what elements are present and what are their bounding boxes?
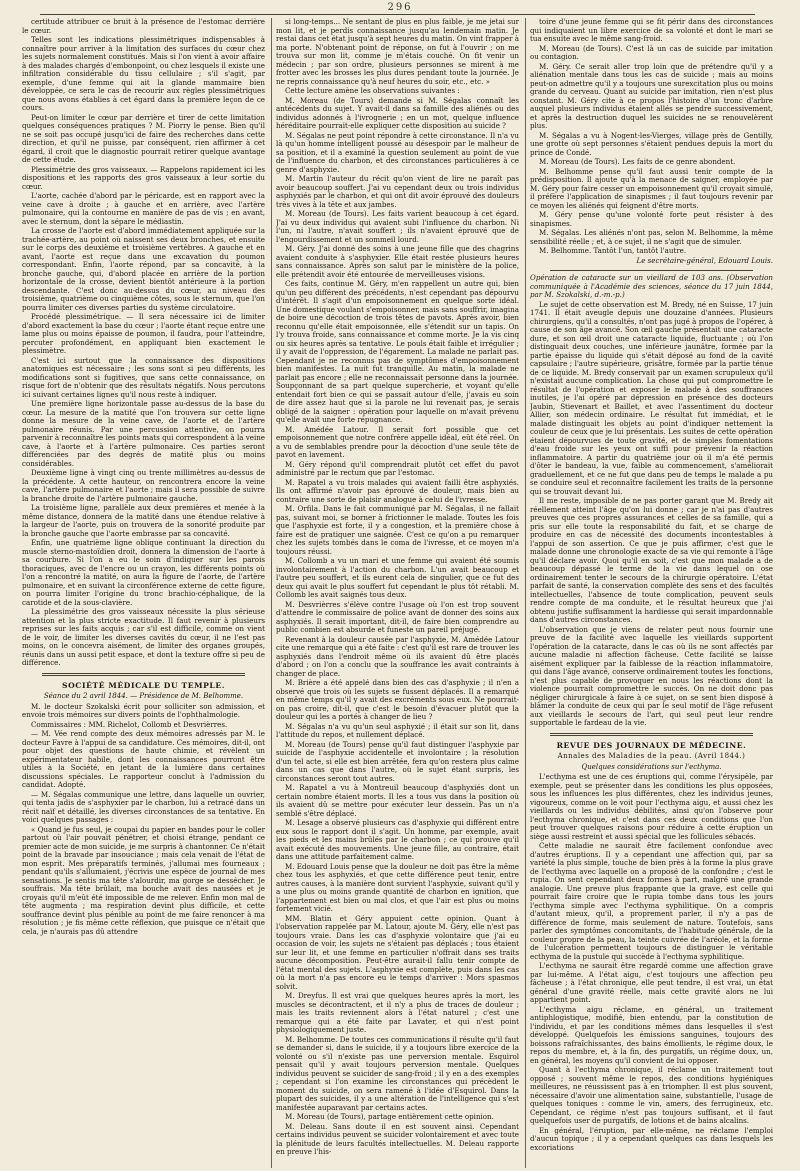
paragraph: Le sujet de cette observation est M. Bredy, né en Suisse, 17 juin 1741. Il était aveugle depuis une douzaine d'années. Plusieurs chirurgiens, qu'il a consultés, n'ont pas jugé à propos de l'opérer, à cause de son âge avancé. Son œil gauche présentait une cataracte dure, et son œil droit une cataracte liquide, fluctuante ; où l'on distinguait deux couches, une inférieure jaunâtre, formée par la partie épaisse du liquide qui s'était déposé au fond de la cavité capsulaire ; l'autre supérieure, grisâtre, formée par la partie ténue de ce liquide. M. Bredy conservait par un examen scrupuleux qu'il n'existait aucune complication. La chose qui put compromettre le résultat de l'opération et exposer le malade à des souffrances inutiles, je l'ai opéré par dépression en présence des docteurs Jaubin, Stievenart et Baillet, et avec l'assentiment du docteur Allier, son médecin ordinaire. Le résultat fut immédiat, et le malade distinguait les objets au point d'indiquer nettement la couleur de ceux que je lui présentais. Les suites de cette opération étaient dépourvues de toute gravité, et de simples fomentations d'eau froide sur les yeux ont suffi pour prévenir la réaction inflammatoire. A partir du quatrième jour où il m'a été permis d'ôter le bandeau, la vue, faible au commencement, s'améliorait graduellement, et ce ne fut que dans peu de temps le malade a pu se conduire seul et reconnaître facilement les traits de la personne qui se trouvait devant lui. [530, 299, 773, 496]
paragraph: En général, l'éruption, par elle-même, ne réclame l'emploi d'aucun topique ; il y a cependant quelques cas dans lesquels les excoriations [530, 1125, 773, 1152]
paragraph: Deuxième ligne à vingt cinq ou trente millimètres au-dessus de la précédente. A cette hauteur, on rencontrera encore la veine cave, l'artère pulmonaire et l'aorte ; mais il sera possible de suivre la branche droite de l'artère pulmonaire gauche. [22, 468, 265, 503]
paragraph: MM. Blatin et Géry appuient cette opinion. Quant à l'observation rappelée par M. Latour, ajoute M. Géry, elle n'est pas toujours vraie. Dans les cas d'asphyxie volontaire que j'ai eu occasion de voir, les sujets ne s'étaient pas déplacés ; tous étaient sur leur lit, et une femme en particulier n'offrait dans ses traits aucune décomposition. Peut-être aurait-il fallu tenir compte de l'état mental des sujets. L'asphyxie est complète, puis dans les cas où la mort n'a pas encore eu le temps d'arriver : Mors spasmos solvit. [276, 913, 519, 991]
section-rule [42, 675, 245, 676]
paragraph: M. Géry. Ce serait aller trop loin que de prétendre qu'il y a aliénation mentale dans tous les cas de suicide ; mais au moins peut-on admettre qu'il y a toujours une surexcitation plus ou moins grande du cerveau. Quant au suicide par imitation, rien n'est plus constant. M. Géry cite à ce propos l'histoire d'un tronc d'arbre auquel plusieurs individus étaient allés se pendre successivement, et après la destruction duquel les suicides ne se renouvelèrent plus. [530, 61, 773, 130]
paragraph: M. Rapatel a vu trois malades qui avaient failli être asphyxiés. Ils ont affirmé n'avoir pas éprouvé de douleur, mais bien au contraire une sorte de plaisir analogue à celui de l'ivresse. [276, 477, 519, 504]
section-rule [550, 270, 753, 271]
paragraph: Il me reste, imposible de ne pas porter garant que M. Bredy ait réellement atteint l'âge qu'on lui donne ; car je n'ai pas d'autres preuves que ces propres assurances et celles de sa famille, qui a pris sur elle toute la responsabilité du fait, et se charge de produire en cas de nécessité des documents incontestables à l'appui de son assertion. Ce que je puis affirmer, c'est que le malade donne une chronologie exacte de sa vie qui remonte à l'âge qu'il déclare avoir. Quoi qu'il en soit, c'est que mon malade a de beaucoup dépassé le terme de la vie dans lequel on ose ordinairement tenter le secours de la chirurgie opératoire. L'état parfait de santé, la conservation complète des sens et des facultés intellectuelles, l'absence de toute complication, peuvent seuls rendre compte de ma conduite, et le résultat heureux que j'ai obtenu justifie suffisamment la hardiesse qui serait impardonnable dans d'autres circonstances. [530, 496, 773, 624]
paragraph: si long-temps... Ne sentant de plus en plus faible, je me jetai sur mon lit, et je perdis connaissance jusqu'au lendemain matin. Je restai dans cet état jusqu'à sept heures du matin. On vint frapper à ma porte. N'obtenant point de réponse, on fut à l'ouvrir ; on me trouva sur mon lit, comme je m'étais couché. On fit venir un médecin ; par son ordre, plusieurs personnes se mirent à me frotter avec les brosses les plus dures pendant toute la journée. Je ne repris connaissance qu'à neuf heures du soir, etc., etc. » [276, 18, 519, 86]
paragraph: Peut-on limiter le cœur par derrière et tirer de cette limitation quelques conséquences pratiques ? M. Piorry le pense. Bien qu'il ne se soit pas occupé jusqu'ici de faire des recherches dans cette direction, et qu'il ne puisse, par conséquent, rien affirmer à cet égard, il croit que le diagnostic pourrait retirer quelque avantage de cette étude. [22, 112, 265, 164]
paragraph: M. Ségalas n'a vu qu'un seul asphyxié ; il était sur son lit, dans l'attitude du repos, et nullement déplacé. [276, 721, 519, 739]
cataract-title: Opération de cataracte sur un vieillard de 103 ans. (Observation communiquée à l'Académie des sciences, séance du 17 juin 1844, par M. Szokalski, d.-m.-p.) [530, 273, 773, 299]
paragraph: M. Moreau (de Tours). C'est là un cas de suicide par imitation ou contagion. [530, 43, 773, 61]
paragraph: Enfin, une quatrième ligne oblique continuant la direction du muscle sterno-mastoïdien droit, donnera la dimension de l'aorte à sa courbure. Si l'on a eu le soin d'indiquer sur les parois thoraciques, avec de l'encre ou un crayon, les différents points où l'on a rencontré la matité, on aura la figure de l'aorte, de l'artère pulmonaire, et en suivant la circonférence externe de cette figure, on pourra limiter l'origine du tronc brachio-céphalique, de la carotide et de la sous-clavière. [22, 538, 265, 607]
paragraph: M. Moreau (de Tours) demande si M. Ségalas connaît les antécédents du sujet. Y avait-il dans sa famille des aliénés ou des individus adonnés à l'ivrognerie ; en un mot, quelque influence héréditaire pourrait-elle expliquer cette disposition au suicide ? [276, 95, 519, 130]
top-rule [40, 14, 755, 15]
paragraph: toire d'une jeune femme qui se fit périr dans des circonstances qui indiquaient un libre exercice de sa volonté et dont le mari se tua ensuite avec le même sang-froid. [530, 18, 773, 43]
column-1 [22, 18, 265, 1168]
paragraph: M. Moreau (de Tours), partage entièrement cette opinion. [285, 1112, 494, 1121]
paragraph: Plessimétrie des gros vaisseaux. — Rappelons rapidement ici les dispositions et les rapports des gros vaisseaux à leur sortie du cœur. [22, 164, 265, 191]
paragraph: Une première ligne horizontale passe au-dessus de la base du cœur. La mesure de la matité que l'on trouvera sur cette ligne donne la mesure de la veine cave, de l'aorte et de l'artère pulmonaire réunis. Par une percussion attentive, on pourra parvenir à reconnaître les points mats qui correspondent à la veine cave, à l'aorte et à l'artère pulmonaire. Ces parties seront différenciées par des degrés de matité plus ou moins considérables. [22, 399, 265, 468]
paragraph: M. Rapatel a vu à Montreuil beaucoup d'asphyxiés dont un certain nombre étaient morts. Il les a tous vus dans la position où ils avaient dû se mettre pour exécuter leur dessein. Pas un n'a semblé s'être déplacé. [276, 783, 519, 818]
paragraph: L'observation que je viens de relater peut nous fournir une preuve de la facilité avec laquelle les vieillards supportent l'opération de la cataracte, dans le cas où ils ne sont affectés par aucune maladie ni affection fâcheuse. Cette facilité se laisse aisément expliquer par la faiblesse de la réaction inflammatoire, qui dans l'âge avancé, conserve ordinairement toutes les fonctions, n'est plus capable de provoquer en nous les réactions dont la violence pourrait compromettre le succès. On ne doit donc pas négliger chirurgicale à faire à ce sujet, on se sent bien disposé à blâmer la conduite de ceux qui par le seul motif de l'âge refusent aux vieillards le secours de l'art, qui seul peut leur rendre supportable le fardeau de la vie. [530, 624, 773, 727]
paragraph: M. Ségalas ne peut point répondre à cette circonstance. Il n'a vu là qu'un homme intelligent poussé au désespoir par le malheur de sa position, et il a examiné la question seulement au point de vue de l'influence du charbon, et des circonstances particulières à ce genre d'asphyxie. [276, 130, 519, 174]
paragraph: Cette maladie ne saurait être facilement confondue avec d'autres éruptions. Il y a cependant une affection qui, par sa variété la plus simple, touche de bien près à la forme la plus grave de l'ecthyma avec laquelle on a proposé de la confondre ; c'est le rupia. On sent cependant deux formes à part, malgré une grande analogie. Une preuve plus frappante que la grave, est celle qui pourrait faire croire que le rupia tombe dans tous les jours l'ecthyma simple avec l'ecthyma syphilitique. On a compris d'autant mieux, qu'il, a proprement parler, il n'y a pas de différence de forme, mais seulement de nature. Toutefois, sans parler des symptômes concomitants, de l'habitude générale, de la couleur propre de la peau, la teinte cuivrée de l'aréole, et la forme de l'ulcération permettent toujours de distinguer le véritable ecthyma de la pustule qui succède à l'ecthyma syphilitique. [530, 841, 773, 961]
paragraph: M. Géry pense qu'une volonté forte peut résister à des sinapismes. [530, 210, 773, 228]
paragraph: M. Martin l'auteur du récit qu'on vient de lire ne paraît pas avoir beaucoup souffert. J'ai vu cependant deux ou trois individus asphyxiés par le charbon, et qui ont dit avoir éprouvé des douleurs très vives à la tête et aux jambes. [276, 174, 519, 209]
paragraph: — M. Ségalas communique une lettre, dans laquelle un ouvrier, qui tenta jadis de s'asphyxier par le charbon, lui a retracé dans un récit naïf et détaillé, les diverses circonstances de sa tentative. En voici quelques passages : [22, 789, 265, 824]
paragraph: Procédé plessimétrique. — Il sera nécessaire ici de limiter d'abord exactement la base du cœur ; l'aorte étant reçue entre une lame plus ou moins épaisse de poumon, il faudra, pour l'atteindre, percuter profondément, en appliquant bien exactement le plessimètre. [22, 312, 265, 355]
section-rule [550, 733, 753, 734]
review-topic: Quelques considérations sur l'ecthyma. [581, 762, 722, 771]
paragraph: Telles sont les indications plessimétriques indispensables à connaître pour arriver à la limitation des surfaces du cœur chez les sujets normalement constitués. Mais si l'on vient à avoir affaire à des malades chargés d'embonpoint, ou chez lesquels il existe une infiltration considérable du tissu cellulaire ; s'il s'agit, par exemple, d'une femme qui ait la glande mammaire bien développée, ce sera le cas de recourir aux règles plessimétriques que nous avons établies à cet égard dans la première leçon de ce cours. [22, 35, 265, 112]
column-3 [530, 18, 773, 1168]
paragraph: L'aorte, cachée d'abord par le péricarde, est en rapport avec la veine cave à droite ; à gauche et en arrière, avec l'artère pulmonaire, qui la contourne en manière de pas de vis ; en avant, avec le sternum, dont la sépare le médiastin. [22, 191, 265, 226]
paragraph: L'ecthyma aigu réclame, en général, un traitement antiphlogistique, modifié, bien entendu, par la constitution de l'individu, et par les conditions mêmes dans lesquelles il s'est développé. Quelquefois les émissions sanguines, toujours des boissons rafraîchissantes, des bains émollients, le régime doux, le repos du membre, et, à la fin, des purgatifs, un régime doux, un, en général, les moyens qu'il convient de lui opposer. [530, 1004, 773, 1065]
paragraph: L'ecthyma est une de ces éruptions qui, comme l'érysipèle, par exemple, peut se présenter dans les conditions les plus opposées, sous les influences les plus différentes, chez les individus jeunes, vigoureux, comme on le voit pour l'ecthyma aigu, et aussi chez les vieillards ou les individus débilités, ainsi qu'on l'observe pour l'ecthyma chronique, et c'est dans ces deux conditions que l'on peut trouver quelques raisons pour réduire à cette éruption un siège aussi restreint et aussi spécial que les follicules sébacés. [530, 772, 773, 841]
paragraph: « Quand je fus seul, je coupai du papier en bandes pour le coller partout où l'air pouvait pénétrer, et choisi étrange, pendant ce premier acte de mon suicide, je me surpris à chantonner. Ce n'était point de la bravade par insouciance ; mais cela venait de l'état de mon esprit. Mes préparatifs terminés, j'allumai mes fourneaux ; pendant qu'ils s'allumaient, j'écrivis une espèce de journal de mes sensations. Je sentis ma tête s'alourdir, ma gorge se dessécher. Je souffrais. Ma tête brûlait, ma bouche avait des nausées et je croyais qu'il m'eût été impossible de me relever. Enfin mon mal de tête augmenta ; ma respiration devint plus difficile, et cette souffrance devint plus pénible au point de me faire renoncer à ma résolution ; je fis même cette réflexion, que puisque ce n'était que cela, je n'aurais pas dû attendre [22, 824, 265, 936]
society-subtitle: Séance du 2 avril 1844. — Présidence de M. Belhomme. [43, 692, 244, 700]
paragraph: M. Géry répond qu'il comprendrait plutôt cet effet du pavot administré par le rectum que par l'estomac. [276, 459, 519, 477]
section-rule [550, 735, 753, 736]
column-2 [276, 18, 519, 1168]
paragraph: La plessimétrie des gros vaisseaux nécessite la plus sérieuse attention et la plus stricte exactitude. Il faut revenir à plusieurs reprises sur les faits acquis ; car s'il est difficile, comme on vient de le voir, de limiter les diverses cavités du cœur, il ne l'est pas moins, on le concevra aisément, de limiter des organes groupés, réunis dans un aussi petit espace, et dont la texture offre si peu de différence. [22, 607, 265, 667]
paragraph: M. Belhomme. Tantôt l'un, tantôt l'autre. [539, 246, 687, 255]
paragraph: M. Amédée Latour. Il serait fort possible que cet empoisonnement que notre confrère appelle idéal, eût été réel. On a vu de semblables prendre pour la décoction d'une seule tête de pavot en lavement. [276, 424, 519, 459]
paragraph: M. Collomb a vu un mari et une femme qui avaient été soumis involontairement à l'action du charbon. L'un avait beaucoup et l'autre peu souffert, et ils eurent cela de singulier, que ce fut des deux qui avait le plus souffert fut cependant le plus tôt rétabli. M. Collomb les avait saignés tous deux. [276, 556, 519, 599]
paragraph: M. Desvrièrres s'élève contre l'usage où l'on est trop souvent d'attendre le commissaire de police avant de donner des soins aux asphyxiés. Il serait important, dit-il, de faire bien comprendre au public combien est absurde et funeste un pareil préjugé. [276, 599, 519, 634]
paragraph: M. Ségalas. Les aliénés n'ont pas, selon M. Belhomme, la même sensibilité réelle ; et, à ce sujet, il ne s'agit que de simuler. [530, 228, 773, 246]
paragraph: M. Moreau (de Tours). Les faits de ce genre abondent. [539, 157, 736, 166]
review-title: REVUE DES JOURNAUX DE MÉDECINE. [556, 740, 747, 750]
paragraph: Ces faits, continue M. Géry, m'en rappellent un autre qui, bien qu'un peu différent des précédents, n'est cependant pas dépourvu d'intérêt. Il s'agit d'un empoisonnement en quelque sorte idéal. Une domestique voulant s'empoisonner, mais sans souffrir, imagina de boire une décoction de trois têtes de pavots. Après avoir, bien reconnu qu'elle était empoisonnée, elle s'étendit sur un tapis. On l'y trouva froide, sans connaissance et comme morte. Je la vis cinq ou six heures après sa tentative. Le pouls était faible et irrégulier ; il y avait de l'oppression, de l'égarement. La malade ne parlait pas. Cependant je ne reconnus pas de symptômes d'empoisonnement bien manifestes. La nuit fut tranquille. Au matin, la malade ne parlait pas encore ; elle ne reconnaissait personne dans la journée. Soupçonnant de sa part quelque supercherie, et voyant qu'elle entendait fort bien ce qui se passait autour d'elle, j'avais eu soin de dire assez haut que si la parole ne lui revenait pas, je serais obligé de la saigner : opération pour laquelle on m'avait prévenu qu'elle avait une forte répugnance. [276, 279, 519, 424]
paragraph: M. Brière a été appelé dans bien des cas d'asphyxie ; il n'en a observé que trois où les sujets se fussent déplacés. Il a remarqué en même temps qu'il y avait des excréments sous eux. Ne pourrait-on pas croire, dit-il, que c'est le besoin d'évacuer plutôt que la douleur qui les a portés à changer de lieu ? [276, 678, 519, 721]
paragraph: Cette lecture amène les observations suivantes : [285, 86, 460, 95]
paragraph: M. Belhomme. De toutes ces communications il résulte qu'il faut se demander si, dans le suicide, il y a toujours libre exercice de la volonté ou s'il n'existe pas une perversion mentale. Esquirol pensait qu'il y avait toujours perversion mentale. Quelques individus peuvent se suicider de sang-froid ; il y en a des exemples ; cependant si l'on examine les circonstances qui précèdent le moment du suicide, on sera ramené à l'idée d'Esquirol. Dans la plupart des suicides, il y a une altération de l'intelligence qui s'est manifestée auparavant par certains actes. [276, 1034, 519, 1112]
paragraph: certitude attribuer ce bruit à la présence de l'estomac derrière le cœur. [22, 18, 265, 35]
society-title: SOCIÉTÉ MÉDICALE DU TEMPLE. [62, 680, 225, 690]
paragraph: M. Orfila. Dans le fait communiqué par M. Ségalas, il ne fallait pas, suivant moi, se borner à frictionner le malade. Toutes les fois que l'asphyxie est forte, il y a congestion, et la première chose à faire est de pratiquer une saignée. C'est ce qu'on a pu remarquer chez les sujets tombés dans le coma de l'ivresse, et ce moyen m'a toujours réussi. [276, 504, 519, 556]
paragraph: M. Moreau (de Tours) pense qu'il faut distinguer l'asphyxie par suicide de l'asphyxie accidentelle et involontaire ; la résolution d'un tel acte, si elle est bien arrêtée, fera qu'on restera plus calme dans un cas que dans l'autre, où le sujet étant surpris, les circonstances seront tout autres. [276, 739, 519, 783]
paragraph: M. Ségalas a vu à Nogent-les-Vierges, village près de Gentilly, une grotte où sept personnes s'étaient pendues depuis la mort du prince de Condé. [530, 130, 773, 157]
paragraph: M. Edouard Louis pense que la douleur ne doit pas être la même chez tous les asphyxiés, et que cette différence peut tenir, entre autres causes, à la manière dont survient l'asphyxie, suivant qu'il y a une plus ou moins grande quantité de charbon en ignition, que l'appartement est bien ou mal clos, et que l'air est plus ou moins fortement vicié. [276, 861, 519, 913]
paragraph: — M. Vée rend compte des deux mémoires adressés par M. le docteur Favre à l'appui de sa candidature. Ces mémoires, dit-il, ont pour objet des questions de haute chimie, et révèlent un expérimentateur habile, dont les connaissances pourront être utiles à la Société, en jetant de la lumière dans certaines discussions spéciales. Le rapporteur conclut à l'admission du candidat. Adopté. [22, 729, 265, 789]
paragraph: C'est ici surtout que la connaissance des dispositions anatomiques est nécessaire ; les sons sont si peu différents, les modifications sont si fugitives, que sans cette connaissance, on risque fort de n'obtenir que des résultats négatifs. Nous percutons ici suivant certaines lignes qu'il nous reste à indiquer. [22, 355, 265, 399]
paragraph: M. Dreyfus. Il est vrai que quelques heures après la mort, les muscles se décontractent, et il n'y a plus de traces de douleur ; mais les traits reviennent alors à l'état naturel ; c'est une remarque qui a été faite par Lavater, et qui n'est point physiologiquement juste. [276, 991, 519, 1034]
section-rule [42, 673, 245, 674]
review-subtitle: Annales des Maladies de la peau. (Avril 1844.) [557, 752, 746, 760]
paragraph: L'ecthyma ne saurait être regardé comme une affection grave par lui-même. A l'état aigu, c'est toujours une affection peu fâcheuse ; à l'état chronique, elle peut tendre, il est vrai, un état général d'une gravité réelle, mais cette gravité alors ne lui appartient point. [530, 961, 773, 1004]
paragraph: M. le docteur Szokalski écrit pour solliciter son admission, et envoie trois mémoires sur divers points de l'ophthalmologie. [22, 701, 265, 719]
paragraph: La crosse de l'aorte est d'abord immédiatement appliquée sur la trachée-artère, au point où naissent ses deux bronches, et ensuite sur le corps des deuxième et troisième vertèbres. A gauche et en avant, l'aorte est reçue dans une excavation du poumon correspondant. Enfin, l'aorte répond, par sa concavité, à la bronche gauche, qui, d'abord placée en arrière de la portion horizontale de la crosse, devient bientôt antérieure à la portion descendante. C'est donc au-dessus du cœur, au niveau des troisième, quatrième ou cinquième côtes, sous le sternum, que l'on pourra limiter ces diverses parties du système circulatoire. [22, 226, 265, 312]
paragraph: M. Lesage a observé plusieurs cas d'asphyxie qui différent entre eux sous le rapport dont il s'agit. Un homme, par exemple, avait les pieds et les mains brûlés par le charbon ; ce qui prouve qu'il avait exécuté des mouvements. Une jeune fille, au contraire, était dans une attitude parfaitement calme. [276, 818, 519, 861]
secretary-signature: Le secrétaire-général, Edouard Louis. [636, 255, 773, 265]
paragraph: M. Deleau. Sans doute il en est souvent ainsi. Cependant certains individus peuvent se suicider volontairement et avec toute la plénitude de leurs facultés intellectuelles. M. Deleau rapporte en preuve l'his- [276, 1121, 519, 1156]
paragraph: M. Géry. J'ai donné des soins à une jeune fille que des chagrins avaient conduite à s'asphyxier. Elle était restée plusieurs heures sans connaissance. Après son salut par le ministère de la police, elle prétendit avoir été entourée de merveilleuses visions. [276, 244, 519, 279]
paragraph: Commissaires : MM. Richelot, Collomb et Desvrièrres. [31, 719, 228, 729]
paragraph: La troisième ligne, parallèle aux deux premières et menée à la même distance, donnera de la matité dans une étendue relative à la largeur de l'aorte, puis on trouvera de la sonorité produite par la bronche gauche que l'aorte embrasse par sa concavité. [22, 503, 265, 538]
column-rule-1 [271, 18, 272, 1168]
paragraph: Revenant à la douleur causée par l'asphyxie, M. Amédée Latour cite une remarque qui a été faite : c'est qu'il est rare de trouver les asphyxiés dans l'endroit même où ils avaient dû être placés d'abord ; on l'on a conclu que la souffrance les avait contraints à changer de place. [276, 634, 519, 678]
paragraph: M. Belhomme pense qu'il faut aussi tenir compte de la prédisposition. Il ajoute qu'à la menace de saigner, employée par M. Géry pour faire cesser un empoisonnement qu'il croyait simulé, il préfère l'application de sinapismes ; il faut toujours revenir par ce moyen les aliénés qui feignent d'être morts. [530, 166, 773, 210]
page-number: 296 [387, 2, 413, 13]
paragraph: Quant à l'ecthyma chronique, il réclame un traitement tout opposé ; souvent même le repos, des conditions hygiéniques meilleures, ne réussissent pas à en triompher. Il est plus souvent, nécessaire d'avoir une alimentation saine, substantielle, l'usage de quelques toniques : comme le vin, amers, des ferrugineux, etc. Cependant, ce régime n'est pas toujours suffisant, et il faut quelquefois user de purgatifs, de lotions et de bains alcalins. [530, 1065, 773, 1125]
column-rule-2 [525, 18, 526, 1168]
paragraph: M. Moreau (de Tours). Les faits varient beaucoup à cet égard. J'ai vu deux individus qui avaient subi l'influence du charbon. Ni l'un, ni l'autre, n'avait souffert ; ils n'avaient éprouvé que de l'engourdissement et un sommeil lourd. [276, 209, 519, 244]
